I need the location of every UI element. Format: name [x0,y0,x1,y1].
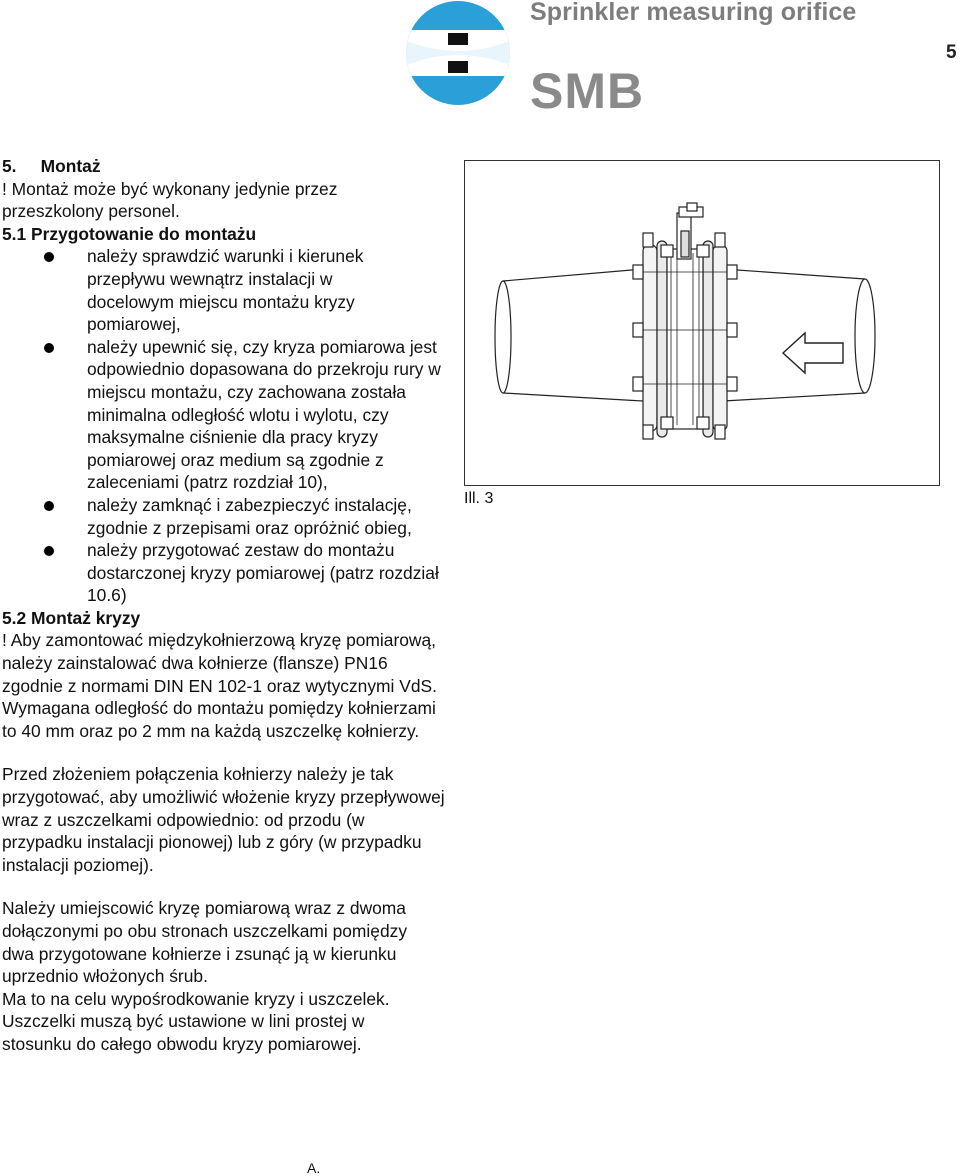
bullet-icon [44,343,54,353]
flow-arrow-icon [783,333,843,373]
subsection-heading-2: 5.2 Montaż kryzy [2,607,141,628]
company-logo [404,0,512,106]
section-heading: 5. Montaż [2,156,101,176]
paragraph: Przed złożeniem połączenia kołnierzy należy je tak przygotować, aby umożliwić włożenie kryzy przepływowej wraz z uszczelkami odpowiednio: od przodu (w przypadku instalacji pionowej) lub z góry (w przypadku instalacji poziomej). [2,764,445,875]
subsection-heading-1: 5.1 Przygotowanie do montażu [2,223,257,244]
warning-note: ! Montaż może być wykonany jedynie przez przeszkolony personel. [2,178,338,222]
installation-illustration [464,160,940,486]
paragraph: Ma to na celu wypośrodkowanie kryzy i uszczelek. [2,988,390,1009]
page-number: 5 [946,42,957,63]
paragraph: Uszczelki muszą być ustawione w lini prostej w stosunku do całego obwodu kryzy pomiarowej. [2,1011,365,1054]
header-title: Sprinkler measuring orifice [530,0,857,26]
bullet-icon [44,501,54,511]
bullet-icon [44,546,54,556]
paragraph: Należy umiejscowić kryzę pomiarową wraz z dwoma dołączonymi po obu stronach uszczelkami pomiędzy dwa przygotowane kołnierze i zsunąć ją w kierunku uprzednio włożonych śrub. [2,898,408,987]
figure-caption: Ill. 3 [464,490,494,507]
pipe-flange-drawing [465,161,939,485]
logo-icon [404,0,512,106]
bullet-icon [44,252,54,262]
preparation-list [2,245,452,607]
brand-name: SMB [530,63,645,119]
list-item: należy sprawdzić warunki i kierunek przepływu wewnątrz instalacji w docelowym miejscu montażu kryzy pomiarowej, [2,245,452,335]
paragraph: ! Aby zamontować międzykołnierzową kryzę pomiarową, należy zainstalować dwa kołnierze (flansze) PN16 zgodnie z normami DIN EN 102-1 oraz wytycznymi VdS. Wymagana odległość do montażu pomiędzy kołnierzami to 40 mm oraz po 2 mm na każdą uszczelkę kołnierzy. [2,630,437,741]
list-item: należy upewnić się, czy kryza pomiarowa jest odpowiednio dopasowana do przekroju rury w miejscu montażu, czy zachowana została minimalna odległość wlotu i wylotu, czy maksymalne ciśnienie dla pracy kryzy pomiarowej oraz medium są zgodnie z zaleceniami (patrz rozdział 10), [2,336,452,494]
list-item: należy przygotować zestaw do montażu dostarczonej kryzy pomiarowej (patrz rozdział 10.6) [2,539,452,607]
list-item: należy zamknąć i zabezpieczyć instalację, zgodnie z przepisami oraz opróżnić obieg, [2,494,452,539]
main-text [2,155,452,1056]
footer-mark: A. [307,1160,321,1176]
